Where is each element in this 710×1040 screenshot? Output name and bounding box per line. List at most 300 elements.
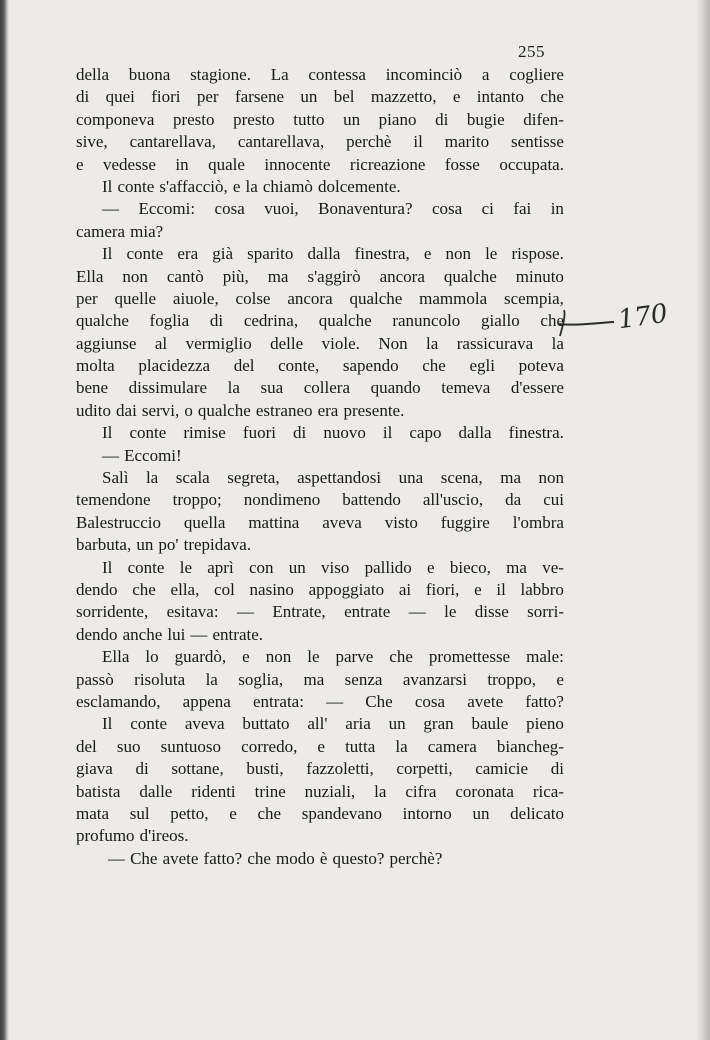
word: del	[233, 356, 255, 376]
word: estraneo	[255, 400, 313, 420]
word: un	[472, 803, 490, 823]
text-line	[76, 176, 564, 198]
word: di	[435, 109, 449, 129]
word: e	[76, 154, 84, 174]
word: batista	[76, 781, 121, 801]
word: mia?	[130, 221, 164, 241]
word: nuovo	[323, 423, 366, 443]
word: non	[538, 468, 564, 488]
word: marito	[444, 132, 490, 152]
word: aiuole,	[172, 288, 219, 308]
word: —	[190, 624, 208, 644]
word: quale	[208, 154, 245, 174]
word: trepidava.	[183, 535, 252, 555]
word: il	[413, 132, 423, 152]
word: passò	[76, 669, 114, 689]
word: da	[505, 490, 522, 510]
word: la	[227, 378, 240, 398]
word: chiamò	[262, 176, 313, 196]
word: fai	[513, 199, 532, 219]
word: aveva	[184, 714, 225, 734]
word: labbro	[520, 579, 564, 599]
word: un	[288, 557, 306, 577]
word: ricreazione	[349, 154, 426, 174]
word: sua	[260, 378, 284, 398]
word: fiori,	[425, 579, 460, 599]
word: molta	[76, 356, 115, 376]
word: delle	[270, 333, 304, 353]
word: servi,	[141, 400, 180, 420]
word: rimise	[183, 423, 226, 443]
word: Eccomi:	[138, 199, 196, 219]
text-line	[76, 333, 564, 355]
text-line	[76, 848, 564, 870]
word: profumo	[76, 826, 135, 846]
word: scempia,	[503, 288, 564, 308]
word: un	[300, 87, 318, 107]
word: finestra,	[354, 244, 410, 264]
word: nondimeno	[243, 490, 321, 510]
word: nasino	[249, 579, 294, 599]
word: d'essere	[510, 378, 564, 398]
word: dendo	[76, 579, 118, 599]
word: e	[452, 87, 461, 107]
word: entrate	[344, 602, 391, 622]
word: spandevano	[301, 803, 382, 823]
text-line	[76, 803, 564, 825]
word: minuto	[515, 266, 564, 286]
word: sottane,	[171, 759, 224, 779]
word: difen-	[523, 109, 564, 129]
word: d'ireos.	[139, 826, 189, 846]
word: Che	[130, 848, 158, 868]
word: dissimulare	[128, 378, 208, 398]
word: bene	[76, 378, 109, 398]
word: della	[76, 65, 110, 84]
word: con	[248, 557, 274, 577]
word: mazzetto,	[370, 87, 437, 107]
word: cosa	[214, 199, 245, 219]
page-binding-edge	[0, 0, 9, 1040]
word: camera	[427, 736, 477, 756]
word: ella,	[170, 579, 200, 599]
word: La	[270, 65, 289, 84]
word: qualche	[197, 400, 251, 420]
word: lo	[145, 647, 159, 667]
text-line	[76, 64, 564, 86]
word: presente.	[343, 400, 405, 420]
word: la	[145, 468, 159, 488]
word: appena	[182, 691, 231, 711]
word: risoluta	[134, 669, 186, 689]
word: perchè?	[389, 848, 443, 868]
word: battendo	[342, 490, 401, 510]
word: baule	[471, 714, 509, 734]
word: conte	[130, 714, 168, 734]
text-line	[76, 758, 564, 780]
word: tutta	[345, 736, 376, 756]
word: lui	[167, 624, 186, 644]
word: aveva	[322, 512, 362, 532]
word: e	[423, 244, 432, 264]
word: Il	[102, 423, 113, 443]
word: e	[317, 736, 325, 756]
word: sparito	[247, 244, 294, 264]
word: male:	[526, 647, 564, 667]
word: qualche	[318, 311, 372, 331]
word: corredo,	[241, 736, 298, 756]
margin-number: 170	[616, 298, 670, 336]
word: che	[540, 87, 564, 107]
word: s'aggirò	[307, 266, 361, 286]
text-line	[76, 109, 564, 131]
word: e	[474, 579, 482, 599]
word: che	[257, 803, 282, 823]
word: esitava:	[166, 602, 219, 622]
word: buona	[128, 65, 171, 84]
word: temeva	[441, 378, 491, 398]
word: sorri-	[527, 602, 564, 622]
word: quando	[370, 378, 421, 398]
word: cui	[543, 490, 564, 510]
text-line	[76, 691, 564, 713]
word: non	[122, 266, 148, 286]
word: poteva	[518, 356, 564, 376]
text-line	[76, 154, 564, 176]
word: rassicurava	[456, 333, 534, 353]
word: pieno	[526, 714, 564, 734]
word: conte	[127, 557, 165, 577]
word: —	[102, 445, 119, 465]
word: colse	[235, 288, 271, 308]
word: dalla	[307, 244, 341, 264]
word: Eccomi!	[124, 445, 182, 465]
word: conte	[129, 423, 167, 443]
word: cantarellava,	[237, 132, 325, 152]
word: e	[232, 176, 241, 196]
word: Bonaventura?	[318, 199, 413, 219]
text-line	[76, 131, 564, 153]
word: disse	[474, 602, 509, 622]
word: ridenti	[191, 781, 236, 801]
word: gran	[423, 714, 454, 734]
word: dalla	[458, 423, 492, 443]
word: di	[293, 423, 307, 443]
word: fuggire	[440, 512, 490, 532]
text-line	[76, 781, 564, 803]
word: foglia	[149, 311, 190, 331]
word: l'ombra	[512, 512, 564, 532]
word: le	[485, 244, 498, 264]
word: Il	[102, 244, 113, 264]
word: vedesse	[103, 154, 156, 174]
word: suo	[116, 736, 141, 756]
margin-annotation	[556, 296, 696, 356]
word: occupata.	[499, 154, 564, 174]
text-line	[76, 288, 564, 310]
word: la	[374, 781, 387, 801]
word: cogliere	[509, 65, 564, 84]
word: ma	[506, 557, 527, 577]
word: avete	[162, 848, 199, 868]
word: è	[319, 848, 328, 868]
word: la	[245, 176, 258, 196]
text-line	[76, 400, 564, 422]
word: soglia,	[238, 669, 284, 689]
word: camicie	[475, 759, 529, 779]
word: presto	[172, 109, 215, 129]
word: buttato	[242, 714, 290, 734]
text-line	[76, 825, 564, 847]
text-line	[76, 355, 564, 377]
word: entrata:	[252, 691, 304, 711]
word: camera	[76, 221, 126, 241]
word: più,	[222, 266, 249, 286]
word: al	[154, 333, 168, 353]
word: petto,	[170, 803, 209, 823]
word: Salì	[102, 468, 129, 488]
word: un	[388, 714, 406, 734]
word: guardò,	[174, 647, 227, 667]
word: la	[551, 333, 564, 353]
word: fatto?	[525, 691, 564, 711]
word: mata	[76, 803, 110, 823]
word: ranuncolo	[392, 311, 461, 331]
word: ma	[500, 468, 521, 488]
word: anche	[122, 624, 163, 644]
word: barbuta,	[76, 535, 132, 555]
text-line	[76, 624, 564, 646]
text-line	[76, 534, 564, 556]
word: ci	[481, 199, 494, 219]
word: un	[343, 109, 361, 129]
word: in	[550, 199, 564, 219]
word: conte	[126, 244, 164, 264]
text-line	[76, 86, 564, 108]
word: cantò	[166, 266, 204, 286]
word: bel	[333, 87, 355, 107]
word: cedrina,	[243, 311, 299, 331]
word: trine	[254, 781, 286, 801]
word: di	[135, 759, 149, 779]
body-text	[76, 64, 564, 870]
word: quelle	[114, 288, 157, 308]
word: di	[76, 87, 90, 107]
word: Che	[365, 691, 393, 711]
word: all'uscio,	[422, 490, 484, 510]
word: fazzoletti,	[306, 759, 374, 779]
word: Ella	[102, 647, 130, 667]
word: del	[76, 736, 97, 756]
word: sapendo	[342, 356, 399, 376]
word: cosa	[414, 691, 446, 711]
word: corpetti,	[396, 759, 453, 779]
word: giava	[76, 759, 113, 779]
word: che	[389, 647, 413, 667]
word: il	[382, 423, 393, 443]
word: busti,	[246, 759, 284, 779]
word: po'	[158, 535, 179, 555]
text-line	[76, 489, 564, 511]
word: sul	[129, 803, 150, 823]
text-line	[76, 512, 564, 534]
word: la	[395, 736, 408, 756]
word: conte,	[278, 356, 320, 376]
word: cantarellava,	[129, 132, 216, 152]
word: che	[540, 311, 564, 331]
word: sentisse	[511, 132, 564, 152]
word: qualche	[443, 266, 497, 286]
word: le	[444, 602, 457, 622]
word: troppo,	[487, 669, 537, 689]
word: in	[175, 154, 189, 174]
word: ma	[267, 266, 289, 286]
word: perchè	[346, 132, 392, 152]
text-line	[76, 713, 564, 735]
word: le	[307, 647, 320, 667]
word: tutto	[293, 109, 325, 129]
word: vermiglio	[185, 333, 252, 353]
word: aspettandosi	[297, 468, 382, 488]
word: segreta,	[227, 468, 280, 488]
word: Balestruccio	[76, 512, 161, 532]
word: —	[108, 848, 125, 868]
word: avanzarsi	[402, 669, 467, 689]
word: piano	[378, 109, 417, 129]
word: sorridente,	[76, 602, 149, 622]
word: mammola	[419, 288, 488, 308]
word: conte	[117, 176, 155, 196]
page-outer-edge	[696, 0, 710, 1040]
word: o	[184, 400, 193, 420]
word: ve-	[542, 557, 564, 577]
word: presto	[233, 109, 275, 129]
word: incominciò	[385, 65, 463, 84]
word: per	[76, 288, 98, 308]
word: udito	[76, 400, 111, 420]
word: la	[426, 333, 439, 353]
text-line	[76, 445, 564, 467]
word: s'affacciò,	[159, 176, 228, 196]
word: Il	[102, 714, 113, 734]
word: dolcemente.	[318, 176, 401, 196]
word: egli	[469, 356, 495, 376]
text-line	[76, 557, 564, 579]
word: modo	[276, 848, 315, 868]
word: il	[496, 579, 506, 599]
word: troppo;	[172, 490, 222, 510]
word: col	[214, 579, 235, 599]
word: aggiunse	[76, 333, 137, 353]
word: cifra	[405, 781, 437, 801]
word: all'	[307, 714, 328, 734]
text-line	[76, 221, 564, 243]
word: che	[422, 356, 446, 376]
word: nuziali,	[304, 781, 356, 801]
word: di	[550, 759, 564, 779]
word: un	[136, 535, 154, 555]
text-line	[76, 669, 564, 691]
word: quei	[105, 87, 135, 107]
word: scala	[175, 468, 210, 488]
word: aria	[345, 714, 371, 734]
word: componeva	[76, 109, 155, 129]
word: ai	[398, 579, 412, 599]
word: biancheg-	[496, 736, 564, 756]
word: e	[556, 669, 564, 689]
word: senza	[344, 669, 383, 689]
text-line	[76, 467, 564, 489]
word: viso	[320, 557, 350, 577]
word: parve	[335, 647, 374, 667]
word: esclamando,	[76, 691, 161, 711]
word: e	[427, 557, 435, 577]
word: bugie	[466, 109, 505, 129]
word: dai	[116, 400, 137, 420]
word: a	[481, 65, 490, 84]
word: fiori	[151, 87, 181, 107]
word: visto	[384, 512, 418, 532]
word: temendone	[76, 490, 151, 510]
word: stagione.	[190, 65, 251, 84]
word: era	[317, 400, 339, 420]
word: innocente	[264, 154, 331, 174]
word: questo?	[332, 848, 385, 868]
text-line	[76, 579, 564, 601]
word: di	[209, 311, 224, 331]
word: delicato	[510, 803, 564, 823]
word: rispose.	[511, 244, 564, 264]
word: scena,	[440, 468, 483, 488]
word: mattina	[248, 512, 300, 532]
word: giallo	[481, 311, 520, 331]
word: che	[132, 579, 156, 599]
word: aprì	[207, 557, 234, 577]
word: per	[196, 87, 219, 107]
text-line	[76, 736, 564, 758]
word: contessa	[308, 65, 366, 84]
word: coronata	[455, 781, 514, 801]
word: Il	[102, 176, 113, 196]
text-line	[76, 422, 564, 444]
word: Entrate,	[272, 602, 326, 622]
word: fatto?	[203, 848, 243, 868]
word: vuoi,	[264, 199, 299, 219]
word: —	[236, 602, 254, 622]
word: non	[265, 647, 292, 667]
word: già	[212, 244, 233, 264]
word: non	[445, 244, 471, 264]
word: fosse	[444, 154, 480, 174]
word: Ella	[76, 266, 104, 286]
word: collera	[303, 378, 350, 398]
word: quella	[183, 512, 226, 532]
word: Non	[378, 333, 408, 353]
word: appoggiato	[308, 579, 385, 599]
word: farsene	[234, 87, 285, 107]
word: fuori	[242, 423, 276, 443]
word: era	[177, 244, 199, 264]
word: ma	[303, 669, 325, 689]
word: placidezza	[138, 356, 211, 376]
text-line	[76, 310, 564, 332]
word: capo	[409, 423, 442, 443]
text-line	[76, 646, 564, 668]
word: cosa	[431, 199, 463, 219]
word: ancora	[287, 288, 333, 308]
word: promettesse	[428, 647, 511, 667]
word: avete	[467, 691, 504, 711]
